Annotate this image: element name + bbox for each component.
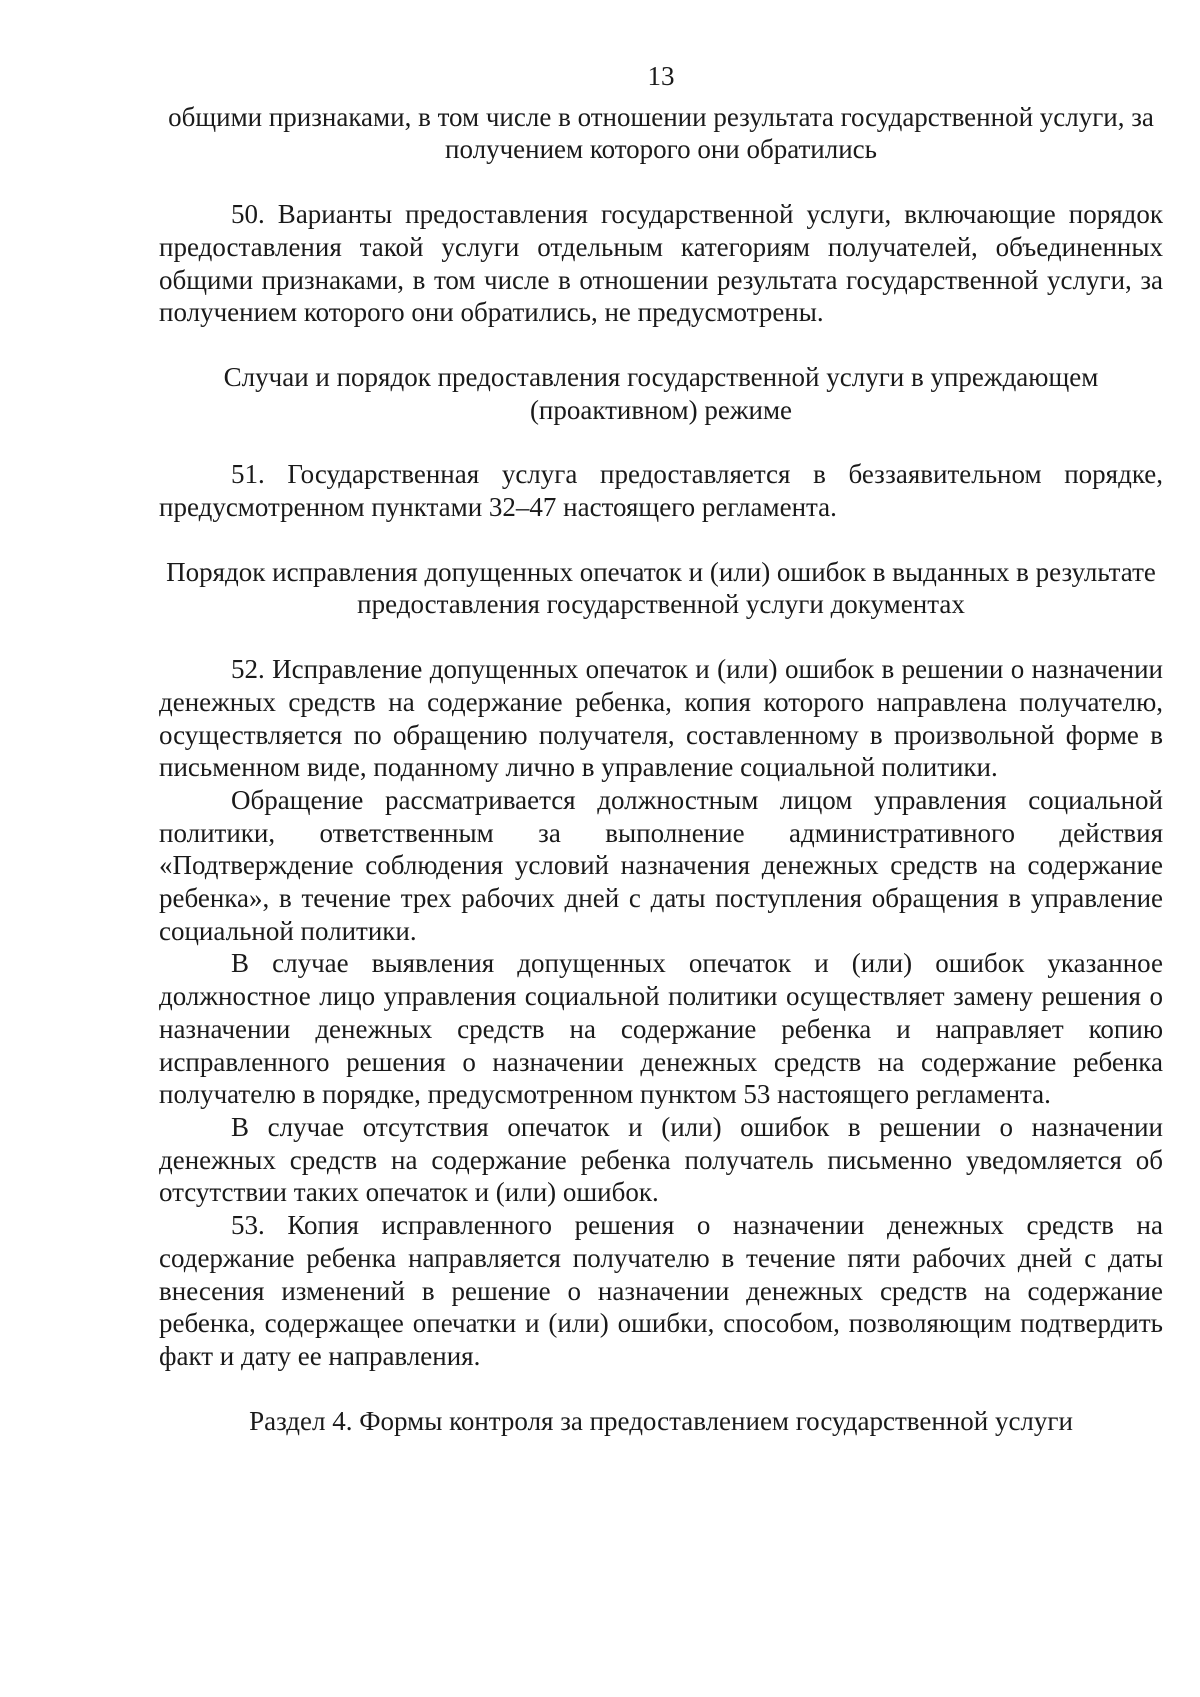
section-heading-proactive-mode: Случаи и порядок предоставления государственной услуги в упреждающем (проактивном) режиме xyxy=(223,361,1099,425)
paragraph-52-review: Обращение рассматривается должностным лицом управления социальной политики, ответственным за выполнение административного действия «Подтверждение соблюдения условий назначения денежных средств на содержание ребенка», в течение трех рабочих дней с даты поступления обращения в управление социальной политики. xyxy=(159,784,1163,946)
section-heading-error-correction: Порядок исправления допущенных опечаток и (или) ошибок в выданных в результате предоставления государственной услуги документах xyxy=(166,556,1156,620)
paragraph-52: 52. Исправление допущенных опечаток и (или) ошибок в решении о назначении денежных средств на содержание ребенка, копия которого направлена получателю, осуществляется по обращению получателя, составленному в произвольной форме в письменном виде, поданному лично в управление социальной политики. xyxy=(159,654,1163,783)
section-heading-continuation: общими признаками, в том числе в отношении результата государственной услуги, за получением которого они обратились xyxy=(168,101,1154,165)
paragraph-52-errors-found: В случае выявления допущенных опечаток и (или) ошибок указанное должностное лицо управления социальной политики осуществляет замену решения о назначении денежных средств на содержание ребенка и направляет копию исправленного решения о назначении денежных средств на содержание ребенка получателю в порядке, предусмотренном пунктом 53 настоящего регламента. xyxy=(159,948,1163,1110)
paragraph-50: 50. Варианты предоставления государственной услуги, включающие порядок предоставления такой услуги отдельным категориям получателей, объединенных общими признаками, в том числе в отношении результата государственной услуги, за получением которого они обратились, не предусмотрены. xyxy=(159,199,1163,328)
document-page xyxy=(159,60,1163,1437)
section-4-heading: Раздел 4. Формы контроля за предоставлением государственной услуги xyxy=(249,1405,1073,1436)
paragraph-51: 51. Государственная услуга предоставляется в беззаявительном порядке, предусмотренном пунктами 32–47 настоящего регламента. xyxy=(159,459,1163,523)
paragraph-52-no-errors: В случае отсутствия опечаток и (или) ошибок в решении о назначении денежных средств на содержание ребенка получатель письменно уведомляется об отсутствии таких опечаток и (или) ошибок. xyxy=(159,1111,1163,1208)
page-number: 13 xyxy=(647,61,675,91)
paragraph-53: 53. Копия исправленного решения о назначении денежных средств на содержание ребенка направляется получателю в течение пяти рабочих дней с даты внесения изменений в решение о назначении денежных средств на содержание ребенка, содержащее опечатки и (или) ошибки, способом, позволяющим подтвердить факт и дату ее направления. xyxy=(159,1210,1163,1371)
